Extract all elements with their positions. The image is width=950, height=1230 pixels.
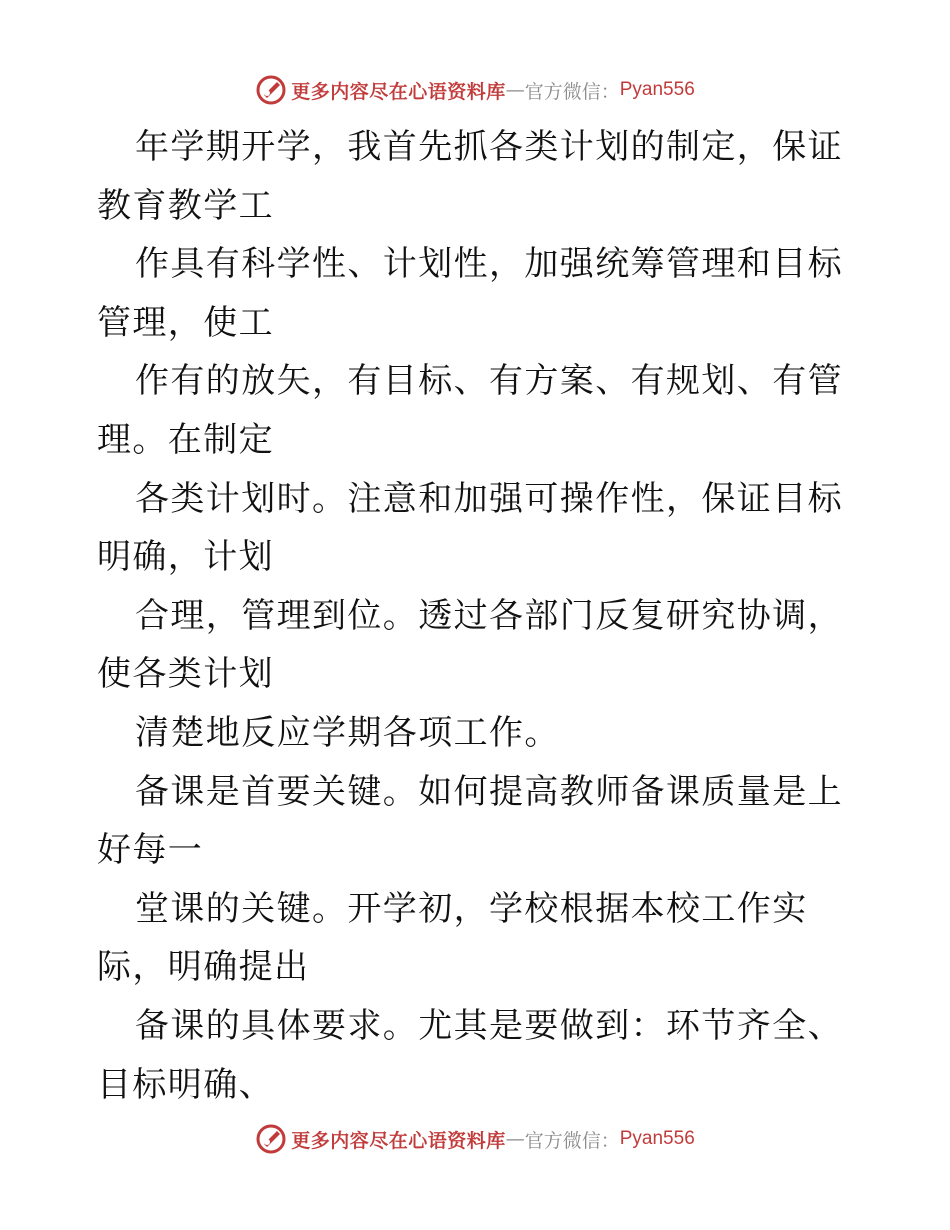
watermark-id: Pyan556 [619, 79, 695, 100]
brand-logo-icon [255, 1123, 287, 1155]
paragraph: 合理，管理到位。透过各部门反复研究协调，使各类计划 [97, 595, 843, 695]
watermark-footer [0, 1119, 950, 1159]
paragraph: 年学期开学，我首先抓各类计划的制定，保证教育教学工 [97, 127, 843, 226]
paragraph: 清楚地反应学期各项工作。 [135, 712, 560, 753]
watermark-label: 官方微信： [524, 80, 620, 103]
brand-logo-icon [255, 74, 287, 106]
watermark-dash: — [505, 1128, 525, 1150]
watermark-id: Pyan556 [619, 1128, 695, 1149]
paragraph: 堂课的关键。开学初，学校根据本校工作实际，明确提出 [97, 888, 808, 988]
watermark-brand: 更多内容尽在心语资料库 [291, 80, 506, 103]
paragraph: 作具有科学性、计划性，加强统筹管理和目标管理，使工 [97, 244, 843, 343]
body-text [97, 118, 857, 1114]
watermark-header [0, 70, 950, 110]
paragraph: 作有的放矢，有目标、有方案、有规划、有管理。在制定 [97, 361, 843, 460]
watermark-dash: — [505, 79, 525, 101]
paragraph: 备课的具体要求。尤其是要做到：环节齐全、目标明确、 [97, 1005, 843, 1105]
watermark-brand: 更多内容尽在心语资料库 [291, 1129, 506, 1152]
watermark-label: 官方微信： [524, 1129, 620, 1152]
paragraph: 备课是首要关键。如何提高教师备课质量是上好每一 [97, 771, 843, 871]
paragraph: 各类计划时。注意和加强可操作性，保证目标明确，计划 [97, 478, 843, 578]
